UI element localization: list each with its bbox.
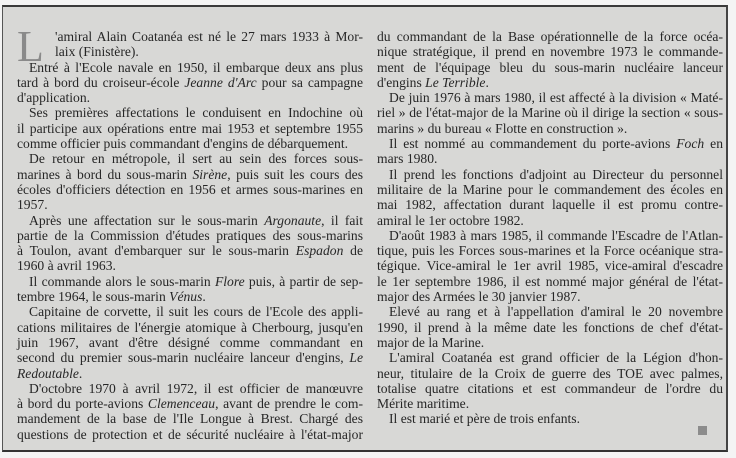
text-segment: marines à bord du sous-marin xyxy=(17,166,193,182)
text-line xyxy=(17,411,363,426)
ship-name: Foch xyxy=(676,136,705,152)
text-line xyxy=(17,381,363,396)
text-segment: comme officier puis commandant d'engins de débarquement. xyxy=(17,136,348,152)
text-line xyxy=(17,228,363,243)
text-segment: major des Armées le 30 janvier 1987. xyxy=(377,289,581,305)
text-segment: d'application. xyxy=(17,90,91,106)
text-segment: Mérite maritime. xyxy=(377,396,470,412)
text-line xyxy=(17,75,363,90)
text-segment: 1957. xyxy=(17,197,48,213)
text-segment: de xyxy=(343,243,363,259)
text-segment: Il est marié et père de trois enfants. xyxy=(389,411,580,427)
text-line xyxy=(377,197,723,212)
text-segment: major de la Marine. xyxy=(377,334,485,350)
text-line xyxy=(17,182,363,197)
text-segment: tembre 1964, le sous-marin xyxy=(17,289,170,305)
text-line xyxy=(17,197,363,212)
text-segment: tard à bord du croiseur-école xyxy=(17,74,185,90)
text-segment: D'octobre 1970 à avril 1972, il est officier de manœuvre xyxy=(29,380,363,396)
text-line xyxy=(377,350,723,365)
text-segment: Capitaine de corvette, il suit les cours de l'Ecole des appli- xyxy=(29,304,363,320)
text-segment: . xyxy=(202,289,206,305)
text-line xyxy=(17,350,363,365)
text-segment: De juin 1976 à mars 1980, il est affecté à la division « Maté- xyxy=(389,90,723,106)
text-segment: riel » de l'état-major de la Marine où il dirige la section « sous- xyxy=(377,105,723,121)
text-line xyxy=(17,320,363,335)
text-segment: nique stratégique, il prend en novembre 1973 le commande- xyxy=(377,44,723,60)
text-segment: Après une affectation sur le sous-marin xyxy=(29,212,265,228)
text-segment: mandement de la base de l'Ile Longue à Brest. Chargé des xyxy=(17,411,363,427)
text-segment: . xyxy=(485,74,489,90)
text-line xyxy=(377,304,723,319)
text-segment: questions de protection et de sécurité nucléaire à l'état-major xyxy=(17,426,363,442)
text-line xyxy=(377,274,723,289)
text-segment: il participe aux opérations entre mai 1953 et septembre 1955 xyxy=(17,120,363,136)
text-line xyxy=(17,213,363,228)
text-segment: D'août 1983 à mars 1985, il commande l'Escadre de l'Atlan- xyxy=(389,227,723,243)
text-segment: totalise quatre citations et est commandeur de l'ordre du xyxy=(377,380,723,396)
left-column xyxy=(17,22,364,442)
text-segment: d'engins xyxy=(377,74,426,90)
text-line xyxy=(17,396,363,411)
text-line xyxy=(17,289,363,304)
text-segment: Elevé au rang et à l'appellation d'amiral le 20 novembre xyxy=(389,304,723,320)
ship-name: Le xyxy=(349,350,363,366)
text-line xyxy=(17,121,363,136)
text-line xyxy=(377,167,723,182)
ship-name: Vénus xyxy=(169,289,203,305)
text-line xyxy=(377,90,723,105)
text-segment: 'amiral Alain Coatanéa est né le 27 mars 1933 à Mor- xyxy=(55,29,363,44)
text-segment: partie de la Commission d'études pratiques des sous-marins xyxy=(17,227,363,243)
text-segment: écoles d'officiers détection en 1956 et armes sous-marines en xyxy=(17,181,363,197)
text-segment: le 1er septembre 1986, il est nommé major général de l'état- xyxy=(377,273,723,289)
text-line xyxy=(377,121,723,136)
text-line xyxy=(17,258,363,273)
text-segment: en xyxy=(704,136,723,152)
ship-name: Jeanne d'Arc xyxy=(184,74,257,90)
text-segment: , il fait xyxy=(321,212,363,228)
text-line xyxy=(17,243,363,258)
text-segment: . xyxy=(78,365,83,381)
text-line xyxy=(17,90,363,105)
text-segment: juin 1967, avant d'être désigné comme commandant en xyxy=(17,334,363,350)
text-segment: amiral le 1er octobre 1982. xyxy=(377,212,524,228)
text-line xyxy=(377,411,723,426)
text-line xyxy=(17,274,363,289)
ship-name: Le Terrible xyxy=(425,74,486,90)
text-line xyxy=(17,335,363,350)
text-segment: Ses premières affectations le conduisent en Indochine où xyxy=(29,105,363,121)
text-segment: 1960 à avril 1963. xyxy=(17,258,116,274)
text-line xyxy=(377,182,723,197)
text-segment: mai 1982, affectation durant laquelle il est promu contre- xyxy=(377,197,723,213)
text-line xyxy=(17,151,363,166)
ship-name: Flore xyxy=(214,273,245,289)
text-segment: puis, à partir de sep- xyxy=(244,273,363,289)
text-line xyxy=(377,228,723,243)
text-line xyxy=(17,60,363,75)
text-line xyxy=(377,258,723,273)
text-line xyxy=(377,243,723,258)
text-segment: Il commande alors le sous-marin xyxy=(29,273,215,289)
text-line xyxy=(17,304,363,319)
text-line xyxy=(377,335,723,350)
biography-frame xyxy=(2,5,728,452)
ship-name: Clemenceau xyxy=(147,396,216,412)
text-line xyxy=(377,60,723,75)
text-segment: 1990, il prend à la même date les fonctions de chef d'état- xyxy=(377,319,723,335)
text-segment: , puis suit les cours des xyxy=(227,166,364,182)
text-line xyxy=(377,381,723,396)
text-line xyxy=(377,396,723,411)
text-line xyxy=(17,44,363,59)
text-segment: neur, titulaire de la Croix de guerre des TOE avec palmes, xyxy=(377,365,723,381)
text-line xyxy=(377,75,723,90)
text-line xyxy=(377,151,723,166)
ship-name: Espadon xyxy=(295,243,344,259)
text-segment: pour sa campagne xyxy=(256,74,363,90)
text-segment: De retour en métropole, il sert au sein des forces sous- xyxy=(29,151,363,167)
right-column xyxy=(377,29,723,427)
ship-name: Redoutable xyxy=(17,365,79,381)
text-segment: cations militaires de l'énergie atomique à Cherbourg, jusqu'en xyxy=(17,319,363,335)
text-segment: ment de l'équipage bleu du sous-marin nucléaire lanceur xyxy=(377,59,723,75)
text-segment: à bord du porte-avions xyxy=(17,396,148,412)
text-line xyxy=(17,366,363,381)
text-segment: , avant de prendre le com- xyxy=(215,396,363,412)
text-line xyxy=(17,29,363,44)
end-of-article-square-icon xyxy=(698,426,707,435)
text-segment: marins » du bureau « Flotte en construction ». xyxy=(377,120,628,136)
text-line xyxy=(377,213,723,228)
ship-name: Argonaute xyxy=(264,212,322,228)
text-segment: Il prend les fonctions d'adjoint au Directeur du personnel xyxy=(389,166,723,182)
text-segment: L'amiral Coatanéa est grand officier de la Légion d'hon- xyxy=(389,350,723,366)
text-segment: laix (Finistère). xyxy=(55,44,139,60)
text-segment: militaire de la Marine pour le commandement des écoles en xyxy=(377,181,723,197)
text-segment: tique, puis les Forces sous-marines et la Force océanique stra- xyxy=(377,243,723,259)
text-segment: second du premier sous-marin nucléaire lanceur d'engins, xyxy=(17,350,350,366)
text-segment: tégique. Vice-amiral le 1er avril 1985, vice-amiral d'escadre xyxy=(377,258,723,274)
drop-cap: L xyxy=(17,22,44,71)
text-segment: Entré à l'Ecole navale en 1950, il embarque deux ans plus xyxy=(29,59,363,75)
text-line xyxy=(17,427,363,442)
ship-name: Sirène xyxy=(192,166,228,182)
text-line xyxy=(17,136,363,151)
text-segment: Il est nommé au commandement du porte-avions xyxy=(389,136,677,152)
text-segment: mars 1980. xyxy=(377,151,438,167)
text-line xyxy=(17,167,363,182)
text-line xyxy=(377,105,723,120)
text-line xyxy=(377,289,723,304)
text-line xyxy=(377,44,723,59)
text-line xyxy=(17,105,363,120)
text-segment: à Toulon, avant d'embarquer sur le sous-marin xyxy=(17,243,296,259)
text-line xyxy=(377,136,723,151)
text-line xyxy=(377,29,723,44)
text-line xyxy=(377,320,723,335)
text-segment: du commandant de la Base opérationnelle de la force océa- xyxy=(377,29,723,44)
text-line xyxy=(377,366,723,381)
